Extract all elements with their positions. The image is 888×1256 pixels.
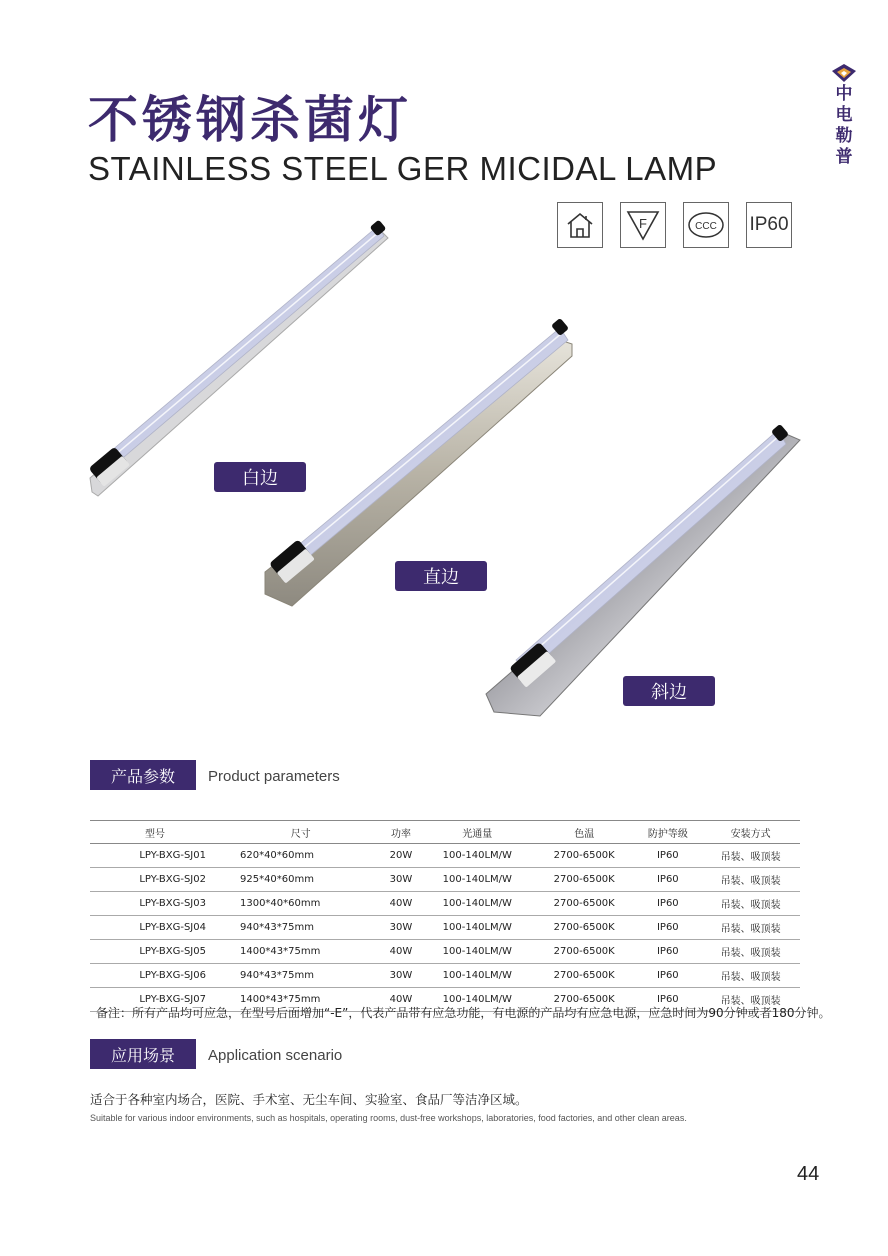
table-row: [90, 940, 800, 964]
table-cell: IP60: [634, 892, 701, 916]
table-cell: LPY-BXG-SJ04: [90, 916, 220, 940]
table-cell: 吊装、吸顶装: [701, 940, 800, 964]
table-cell: 940*43*75mm: [220, 964, 381, 988]
table-row: [90, 844, 800, 868]
application-text-cn: 适合于各种室内场合，医院、手术室、无尘车间、实验室、食品厂等洁净区域。: [90, 1092, 528, 1107]
table-cell: 100-140LM/W: [421, 844, 534, 868]
application-section-title: Application scenario: [208, 1047, 343, 1064]
params-section-title: Product parameters: [208, 768, 340, 785]
application-section-tag: 应用场景: [90, 1039, 196, 1069]
table-cell: IP60: [634, 964, 701, 988]
table-cell: IP60: [634, 916, 701, 940]
page-title-cn: 不锈钢杀菌灯: [88, 91, 412, 149]
params-note: 备注：所有产品均可应急，在型号后面增加“-E”，代表产品带有应急功能，有电源的产品均有应急电源，应急时间为90分钟或者180分钟。: [96, 1006, 831, 1020]
table-header-row: [90, 821, 800, 844]
table-cell: 100-140LM/W: [421, 892, 534, 916]
table-cell: 100-140LM/W: [421, 940, 534, 964]
column-header: 安装方式: [701, 821, 800, 844]
ip-rating-text: IP60: [749, 214, 789, 235]
table-cell: LPY-BXG-SJ01: [90, 844, 220, 868]
table-cell: 30W: [381, 964, 420, 988]
column-header: 防护等级: [634, 821, 701, 844]
table-cell: 吊装、吸顶装: [701, 916, 800, 940]
page-number: 44: [797, 1163, 820, 1185]
column-header: 色温: [534, 821, 634, 844]
params-table: [90, 820, 800, 1012]
table-cell: 40W: [381, 940, 420, 964]
column-header: 功率: [381, 821, 420, 844]
table-cell: 1400*43*75mm: [220, 940, 381, 964]
lamp-bevel-edge-image: [486, 424, 800, 716]
column-header: 光通量: [421, 821, 534, 844]
table-cell: 925*40*60mm: [220, 868, 381, 892]
table-row: [90, 892, 800, 916]
table-cell: 940*43*75mm: [220, 916, 381, 940]
table-cell: 40W: [381, 988, 420, 1012]
brand-char: 中: [835, 84, 853, 104]
table-cell: IP60: [634, 844, 701, 868]
table-cell: 吊装、吸顶装: [701, 868, 800, 892]
table-cell: 2700-6500K: [534, 940, 634, 964]
table-cell: 2700-6500K: [534, 844, 634, 868]
brand-char: 电: [835, 105, 853, 125]
table-cell: 吊装、吸顶装: [701, 988, 800, 1012]
table-cell: 30W: [381, 916, 420, 940]
table-cell: IP60: [634, 868, 701, 892]
table-cell: 100-140LM/W: [421, 916, 534, 940]
table-cell: LPY-BXG-SJ07: [90, 988, 220, 1012]
table-cell: 2700-6500K: [534, 892, 634, 916]
table-cell: 100-140LM/W: [421, 868, 534, 892]
table-cell: LPY-BXG-SJ03: [90, 892, 220, 916]
table-cell: 2700-6500K: [534, 988, 634, 1012]
svg-text:F: F: [639, 216, 647, 231]
table-cell: 2700-6500K: [534, 964, 634, 988]
lamp-label-white-edge: 白边: [214, 462, 306, 492]
table-cell: 1400*43*75mm: [220, 988, 381, 1012]
table-cell: 2700-6500K: [534, 916, 634, 940]
params-section-tag: 产品参数: [90, 760, 196, 790]
table-cell: 20W: [381, 844, 420, 868]
table-row: [90, 916, 800, 940]
column-header: 尺寸: [220, 821, 381, 844]
table-row: [90, 964, 800, 988]
table-cell: 2700-6500K: [534, 868, 634, 892]
table-cell: 吊装、吸顶装: [701, 892, 800, 916]
column-header: 型号: [90, 821, 220, 844]
table-cell: 620*40*60mm: [220, 844, 381, 868]
table-cell: IP60: [634, 988, 701, 1012]
page-title-en: STAINLESS STEEL GER MICIDAL LAMP: [88, 150, 718, 187]
table-cell: LPY-BXG-SJ06: [90, 964, 220, 988]
lamp-white-edge-image: [88, 220, 388, 496]
table-cell: 1300*40*60mm: [220, 892, 381, 916]
table-cell: LPY-BXG-SJ02: [90, 868, 220, 892]
brand-char: 普: [835, 147, 853, 167]
brand-char: 勒: [835, 126, 853, 146]
table-cell: 30W: [381, 868, 420, 892]
table-cell: IP60: [634, 940, 701, 964]
table-cell: 40W: [381, 892, 420, 916]
application-text-en: Suitable for various indoor environments, such as hospitals, operating rooms, dust-free workshops, laboratories, food factories, and other clean areas.: [90, 1113, 687, 1123]
table-row: [90, 868, 800, 892]
lamp-label-bevel-edge: 斜边: [623, 676, 715, 706]
table-cell: 吊装、吸顶装: [701, 964, 800, 988]
lamp-label-straight-edge: 直边: [395, 561, 487, 591]
table-cell: 吊装、吸顶装: [701, 844, 800, 868]
table-cell: 100-140LM/W: [421, 964, 534, 988]
table-cell: 100-140LM/W: [421, 988, 534, 1012]
table-cell: LPY-BXG-SJ05: [90, 940, 220, 964]
svg-text:CCC: CCC: [695, 221, 717, 232]
